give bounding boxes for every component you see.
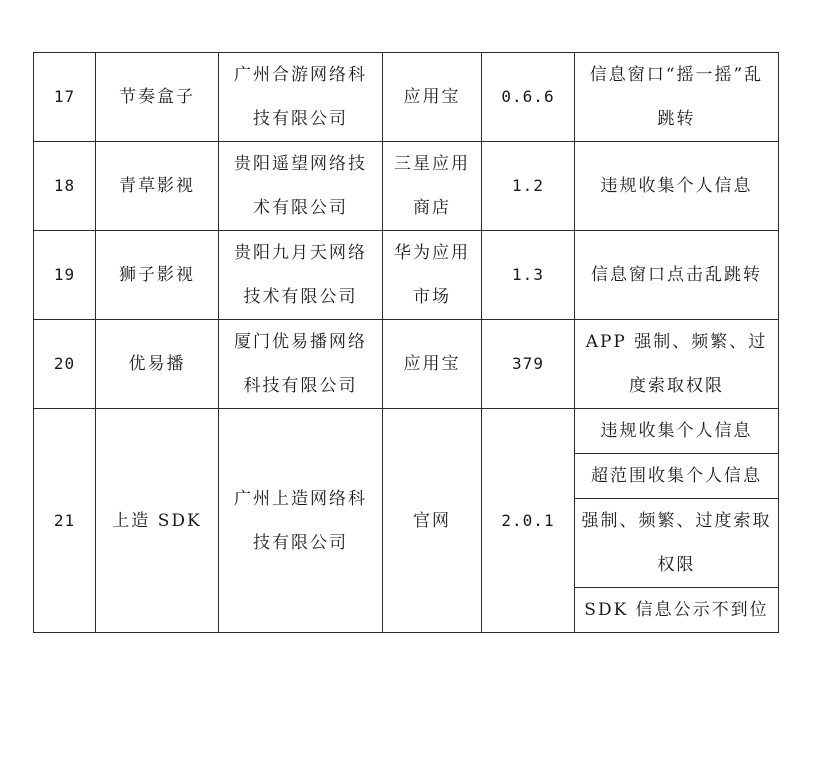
company-name: 广州上造网络科技有限公司 [219, 409, 383, 633]
violation-issue: 违规收集个人信息 [575, 409, 778, 454]
table-row [34, 231, 779, 320]
app-version: 1.3 [482, 231, 575, 320]
app-name: 节奏盒子 [96, 53, 219, 142]
company-name: 厦门优易播网络科技有限公司 [219, 320, 383, 409]
company-name: 广州合游网络科技有限公司 [219, 53, 383, 142]
app-name: 狮子影视 [96, 231, 219, 320]
table-row [34, 320, 779, 409]
violation-issue: APP 强制、频繁、过度索取权限 [575, 320, 779, 409]
violation-issue: SDK 信息公示不到位 [584, 600, 769, 620]
row-number: 18 [34, 142, 96, 231]
app-store: 应用宝 [383, 53, 482, 142]
table-row [34, 409, 779, 633]
app-name: 优易播 [96, 320, 219, 409]
violation-issue: 信息窗口点击乱跳转 [575, 231, 779, 320]
violation-issue: 信息窗口“摇一摇”乱跳转 [575, 53, 779, 142]
company-name: 贵阳遥望网络技术有限公司 [219, 142, 383, 231]
app-violation-table [33, 52, 779, 633]
row-number: 19 [34, 231, 96, 320]
violation-issue: 违规收集个人信息 [575, 142, 779, 231]
row-number: 21 [34, 409, 96, 633]
app-version: 1.2 [482, 142, 575, 231]
app-name: 上造 SDK [96, 409, 219, 633]
row-number: 20 [34, 320, 96, 409]
app-version: 2.0.1 [482, 409, 575, 633]
violation-issue: 超范围收集个人信息 [575, 454, 778, 499]
table-row [34, 53, 779, 142]
app-name: 青草影视 [96, 142, 219, 231]
app-store: 三星应用商店 [383, 142, 482, 231]
app-store: 应用宝 [383, 320, 482, 409]
violation-issue-list [575, 409, 778, 632]
app-version: 379 [482, 320, 575, 409]
table-row [34, 142, 779, 231]
violation-issues-cell [575, 409, 779, 633]
app-store: 华为应用市场 [383, 231, 482, 320]
app-store: 官网 [383, 409, 482, 633]
app-version: 0.6.6 [482, 53, 575, 142]
row-number: 17 [34, 53, 96, 142]
company-name: 贵阳九月天网络技术有限公司 [219, 231, 383, 320]
violation-issue: 强制、频繁、过度索取权限 [575, 499, 778, 588]
